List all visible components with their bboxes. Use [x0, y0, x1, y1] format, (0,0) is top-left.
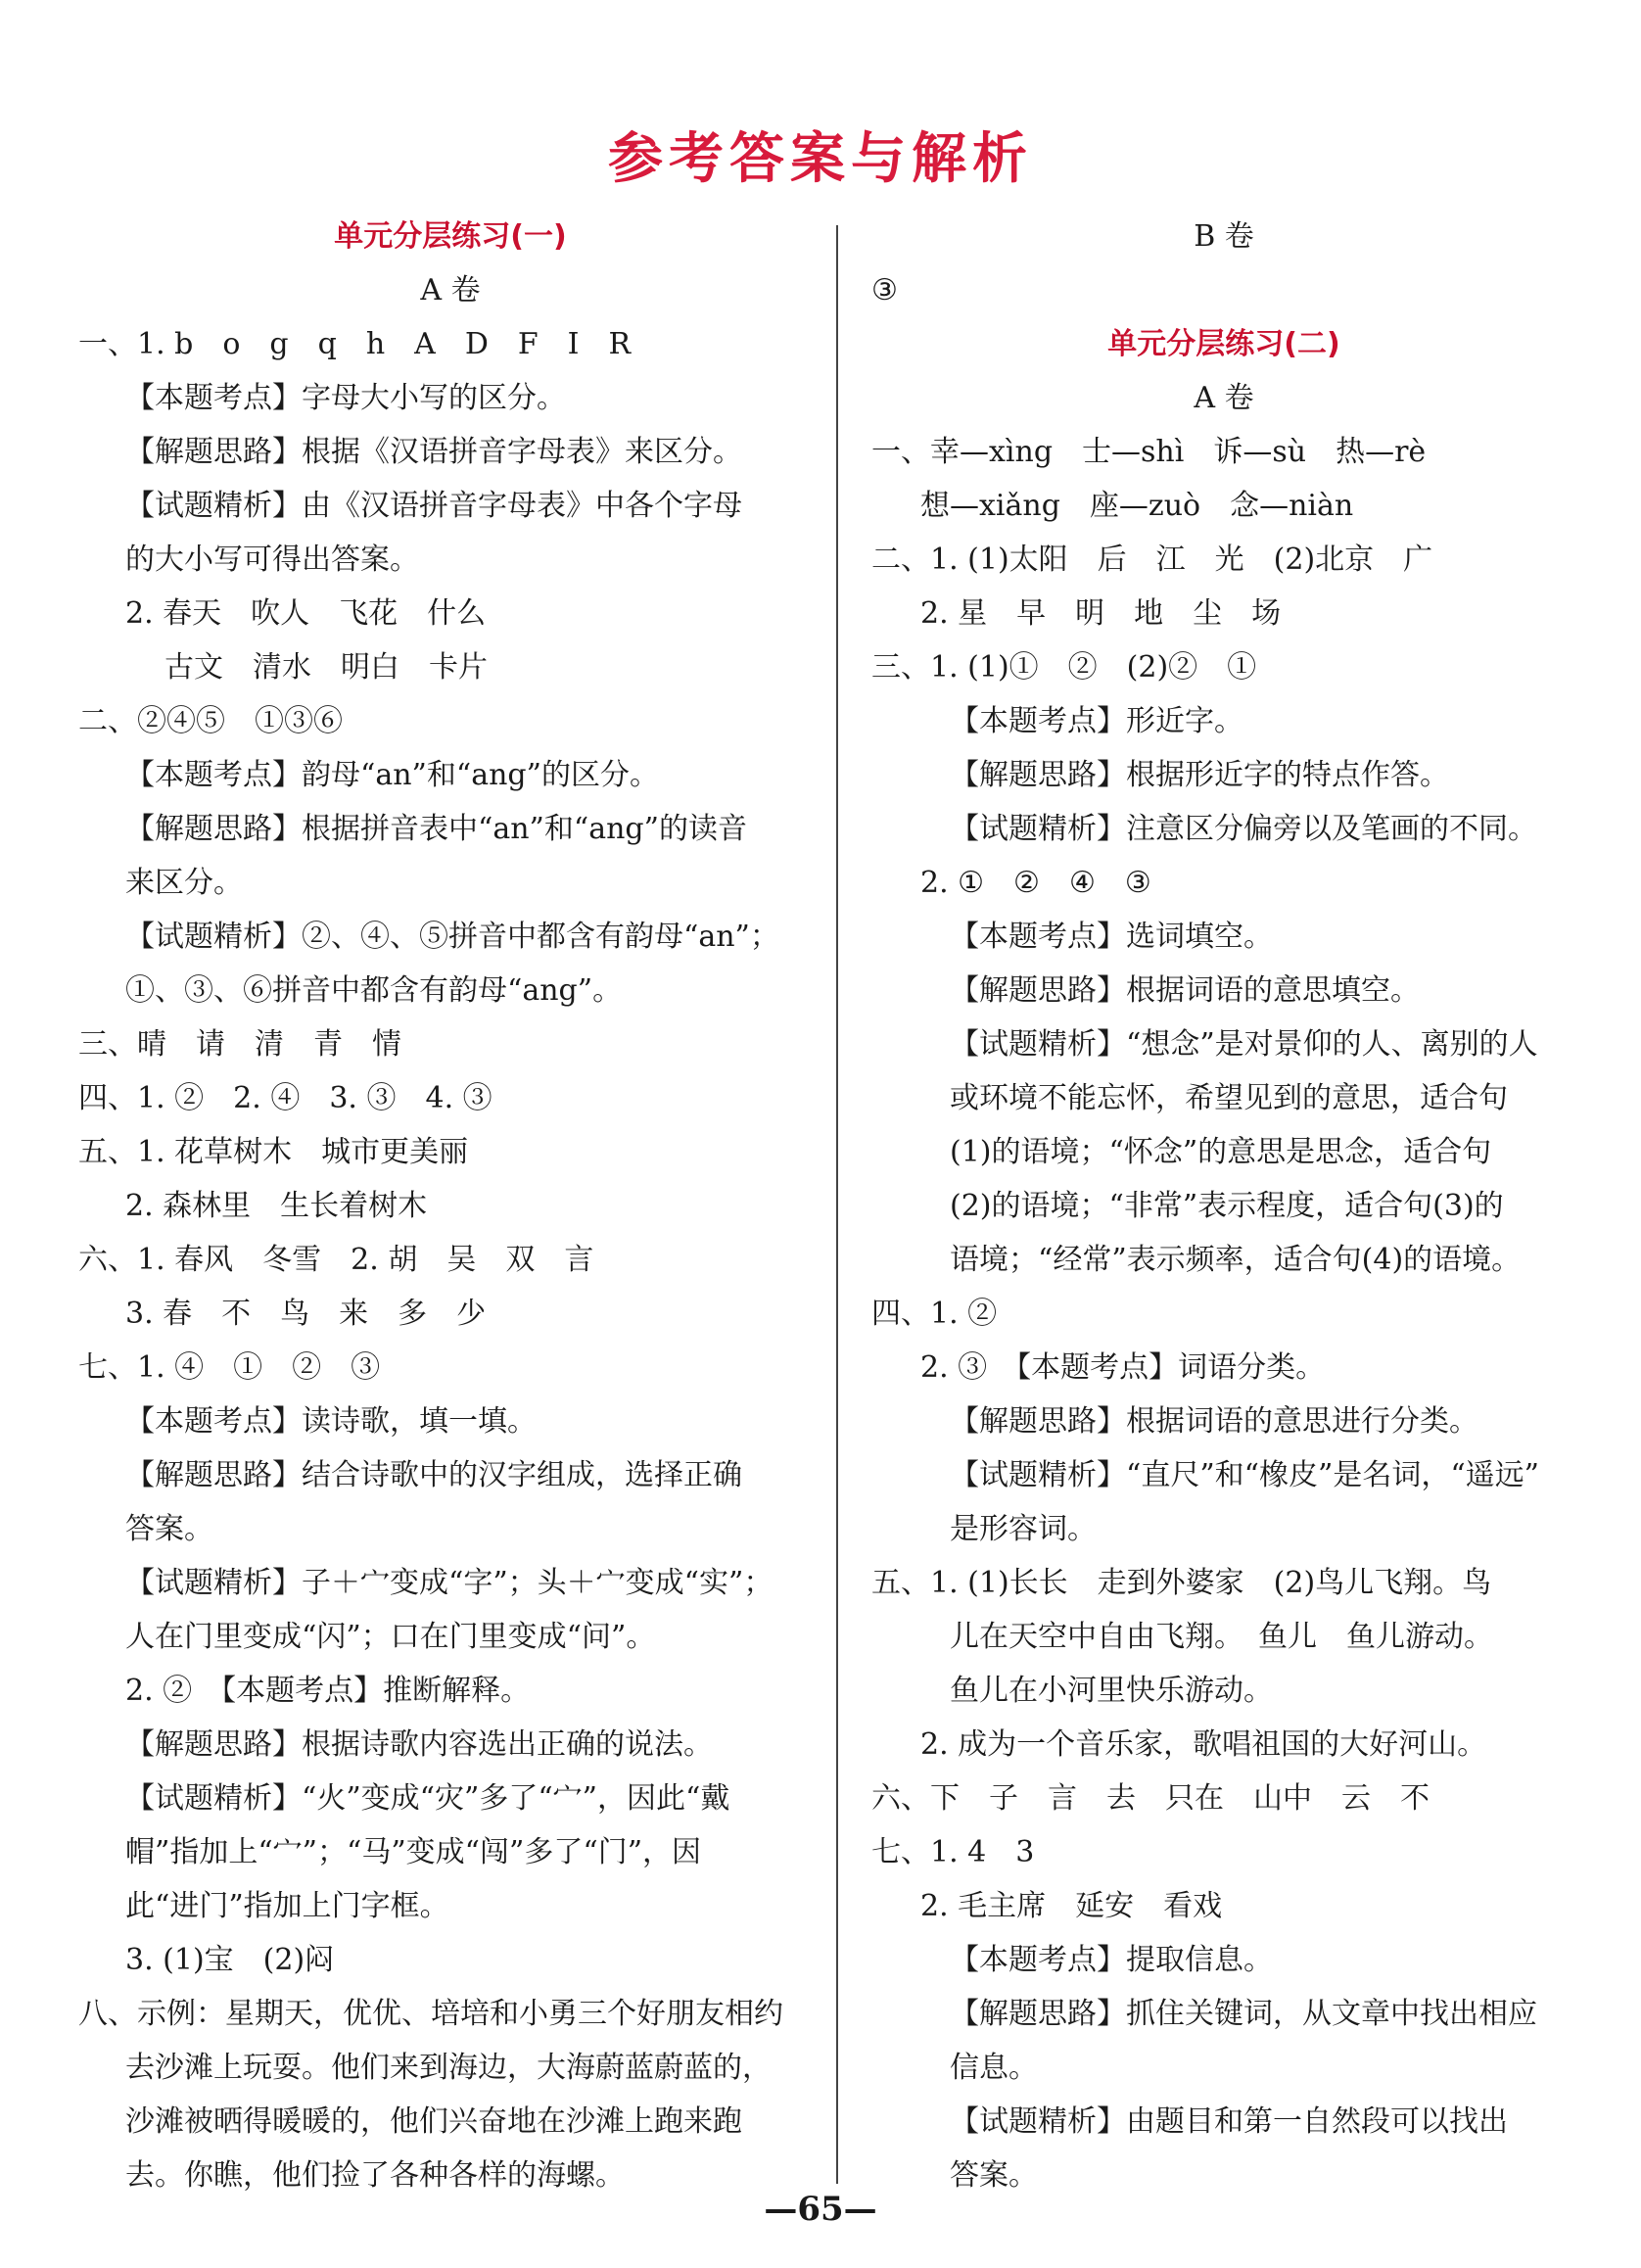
- right-line: 五、1. (1)长长 走到外婆家 (2)鸟儿飞翔。鸟: [871, 1566, 1492, 1600]
- right-line: 【试题精析】由题目和第一自然段可以找出: [950, 2104, 1508, 2139]
- left-line: 此“进门”指加上门字框。: [125, 1889, 449, 1923]
- right-line: 七、1. 4 3: [871, 1835, 1035, 1869]
- right-line: 【解题思路】抓住关键词，从文章中找出相应: [950, 1997, 1537, 2031]
- left-line: 【试题精析】子＋宀变成“字”；头＋宀变成“实”；: [125, 1566, 774, 1600]
- right-line: 二、1. (1)太阳 后 江 光 (2)北京 广: [871, 543, 1433, 577]
- left-line: 的大小写可得出答案。: [125, 543, 419, 577]
- left-line: 3. 春 不 鸟 来 多 少: [125, 1297, 487, 1331]
- left-line: A 卷: [420, 273, 481, 307]
- left-line: 【解题思路】根据《汉语拼音字母表》来区分。: [125, 435, 742, 469]
- left-line: 【试题精析】由《汉语拼音字母表》中各个字母: [125, 489, 742, 523]
- right-line: 是形容词。: [950, 1512, 1097, 1546]
- right-line: (2)的语境；“非常”表示程度，适合句(3)的: [950, 1189, 1504, 1223]
- right-line: 儿在天空中自由飞翔。 鱼儿 鱼儿游动。: [950, 1620, 1493, 1654]
- right-line: 【本题考点】提取信息。: [950, 1943, 1273, 1977]
- right-line: 信息。: [950, 2051, 1038, 2085]
- right-line: 【解题思路】根据词语的意思填空。: [950, 973, 1420, 1008]
- right-line: 2. 毛主席 延安 看戏: [920, 1889, 1223, 1923]
- right-line: 【试题精析】注意区分偏旁以及笔画的不同。: [950, 812, 1537, 846]
- right-line: 一、幸—xìng 士—shì 诉—sù 热—rè: [871, 435, 1427, 469]
- left-line: 去沙滩上玩耍。他们来到海边，大海蔚蓝蔚蓝的，: [125, 2051, 772, 2085]
- left-line: 三、晴 请 清 青 情: [78, 1027, 401, 1062]
- right-line: 【试题精析】“直尺”和“橡皮”是名词，“遥远”: [950, 1458, 1540, 1492]
- left-line: 答案。: [125, 1512, 213, 1546]
- right-line: 单元分层练习(二): [1107, 327, 1340, 361]
- right-line: 【解题思路】根据形近字的特点作答。: [950, 758, 1449, 792]
- right-line: 语境；“经常”表示频率，适合句(4)的语境。: [950, 1243, 1522, 1277]
- left-line: 【解题思路】结合诗歌中的汉字组成，选择正确: [125, 1458, 742, 1492]
- left-line: 来区分。: [125, 866, 243, 900]
- right-line: A 卷: [1194, 381, 1254, 415]
- left-line: 2. 春天 吹人 飞花 什么: [125, 596, 487, 631]
- left-line: 二、②④⑤ ①③⑥: [78, 704, 343, 738]
- left-line: 【本题考点】字母大小写的区分。: [125, 381, 566, 415]
- left-line: 帽”指加上“宀”；“马”变成“闯”多了“门”，因: [125, 1835, 702, 1869]
- right-line: 答案。: [950, 2158, 1038, 2193]
- left-line: 2. 森林里 生长着树木: [125, 1189, 428, 1223]
- right-line: 2. ③ 【本题考点】词语分类。: [920, 1350, 1326, 1385]
- left-line: 【试题精析】②、④、⑤拼音中都含有韵母“an”；: [125, 920, 779, 954]
- left-line: 【本题考点】韵母“an”和“ang”的区分。: [125, 758, 659, 792]
- left-line: 【解题思路】根据诗歌内容选出正确的说法。: [125, 1727, 713, 1762]
- right-column: [871, 210, 1576, 2202]
- right-line: B 卷: [1194, 219, 1254, 254]
- left-column: [78, 210, 822, 2202]
- left-line: 一、1. b o g q h A D F I R: [78, 327, 632, 361]
- right-line: 鱼儿在小河里快乐游动。: [950, 1674, 1273, 1708]
- right-line: 2. 星 早 明 地 尘 场: [920, 596, 1282, 631]
- page-number: —65—: [764, 2190, 877, 2229]
- left-line: 【本题考点】读诗歌，填一填。: [125, 1404, 537, 1439]
- page-title: 参考答案与解析: [608, 127, 1033, 191]
- right-line: 三、1. (1)① ② (2)② ①: [871, 650, 1257, 685]
- left-line: 【解题思路】根据拼音表中“an”和“ang”的读音: [125, 812, 747, 846]
- left-line: 单元分层练习(一): [334, 219, 567, 254]
- right-line: 【本题考点】形近字。: [950, 704, 1243, 738]
- right-line: 【解题思路】根据词语的意思进行分类。: [950, 1404, 1478, 1439]
- left-line: 八、示例：星期天，优优、培培和小勇三个好朋友相约: [78, 1997, 783, 2031]
- left-line: 古文 清水 明白 卡片: [164, 650, 488, 685]
- right-line: 【本题考点】选词填空。: [950, 920, 1273, 954]
- right-line: 六、下 子 言 去 只在 山中 云 不: [871, 1781, 1430, 1816]
- left-line: 六、1. 春风 冬雪 2. 胡 吴 双 言: [78, 1243, 594, 1277]
- left-line: ①、③、⑥拼音中都含有韵母“ang”。: [125, 973, 623, 1008]
- right-line: (1)的语境；“怀念”的意思是思念，适合句: [950, 1135, 1492, 1169]
- left-line: 3. (1)宝 (2)闷: [125, 1943, 335, 1977]
- left-line: 【试题精析】“火”变成“灾”多了“宀”，因此“戴: [125, 1781, 730, 1816]
- right-line: 2. 成为一个音乐家，歌唱祖国的大好河山。: [920, 1727, 1487, 1762]
- left-line: 沙滩被晒得暖暖的，他们兴奋地在沙滩上跑来跑: [125, 2104, 742, 2139]
- right-line: 【试题精析】“想念”是对景仰的人、离别的人: [950, 1027, 1538, 1062]
- right-line: 四、1. ②: [871, 1297, 998, 1331]
- left-line: 2. ② 【本题考点】推断解释。: [125, 1674, 531, 1708]
- right-line: 或环境不能忘怀，希望见到的意思，适合句: [950, 1081, 1508, 1115]
- right-line: ③: [871, 273, 898, 307]
- right-line: 2. ① ② ④ ③: [920, 866, 1151, 900]
- left-line: 五、1. 花草树木 城市更美丽: [78, 1135, 469, 1169]
- column-divider: [836, 225, 838, 2184]
- left-line: 去。你瞧，他们捡了各种各样的海螺。: [125, 2158, 625, 2193]
- left-line: 七、1. ④ ① ② ③: [78, 1350, 381, 1385]
- left-line: 四、1. ② 2. ④ 3. ③ 4. ③: [78, 1081, 492, 1115]
- right-line: 想—xiǎng 座—zuò 念—niàn: [920, 489, 1354, 523]
- left-line: 人在门里变成“闪”；口在门里变成“问”。: [125, 1620, 656, 1654]
